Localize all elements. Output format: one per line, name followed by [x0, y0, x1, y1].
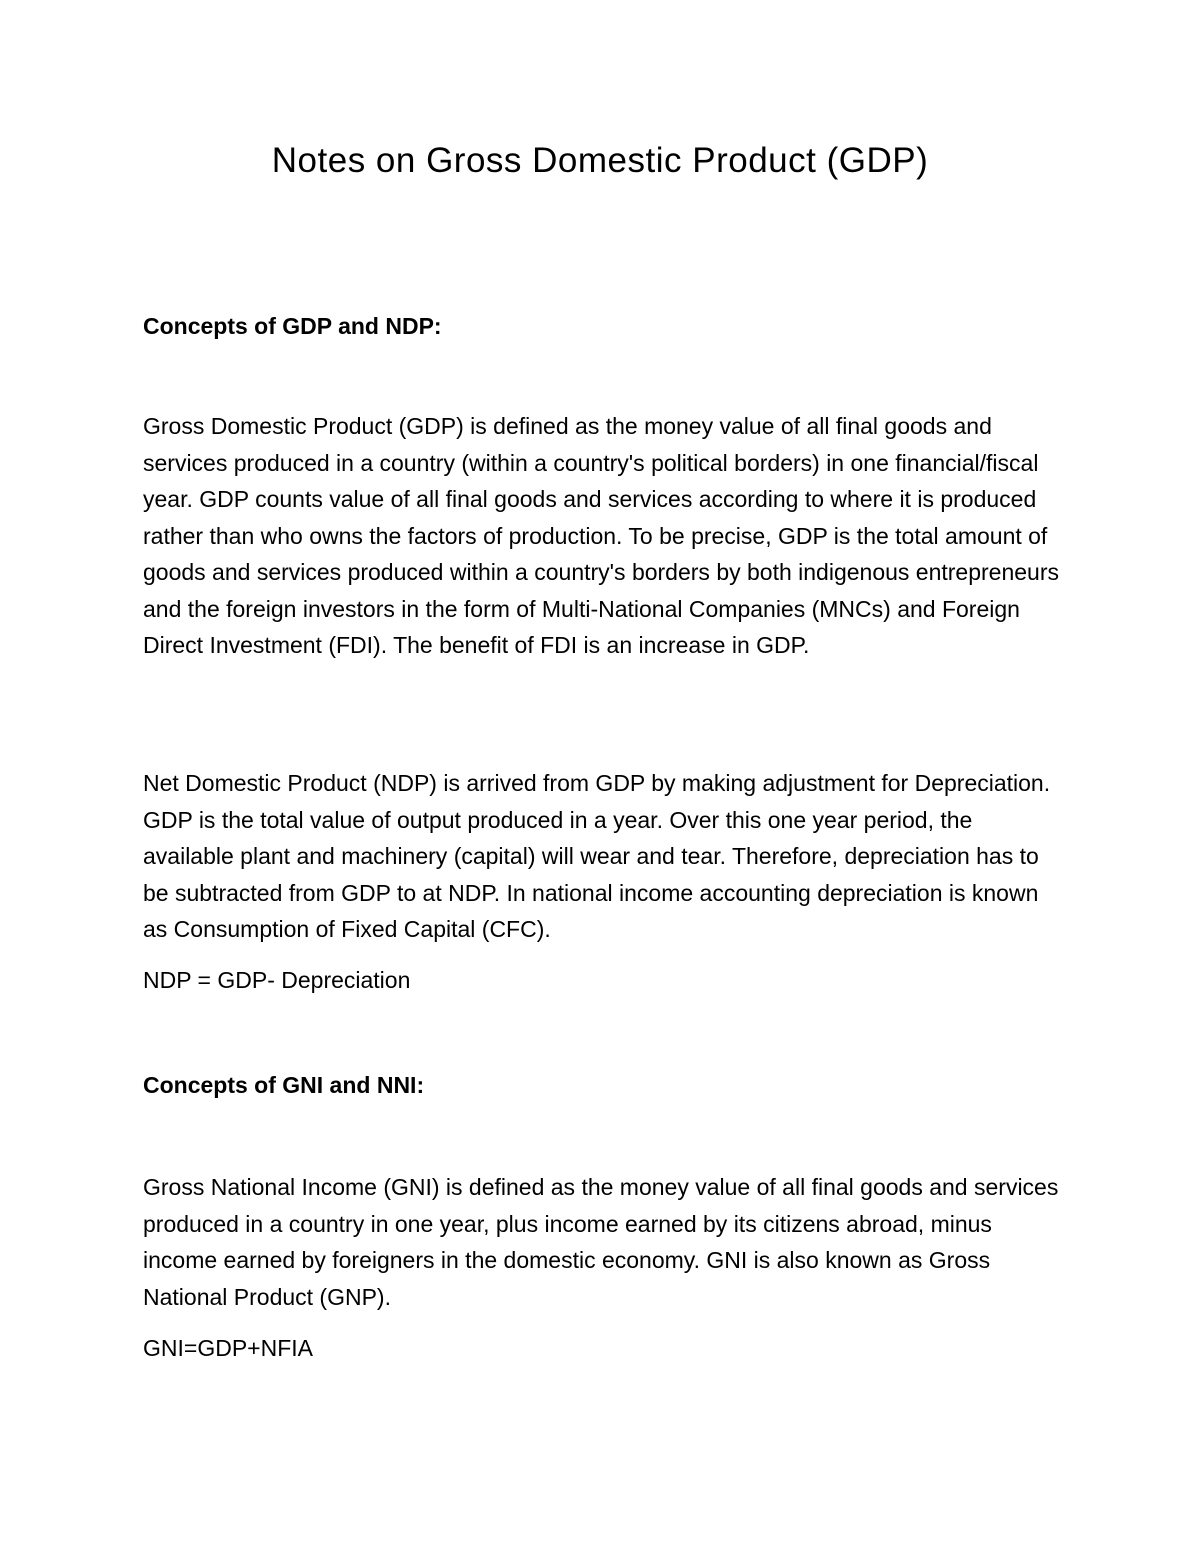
- document-title: Notes on Gross Domestic Product (GDP): [271, 141, 929, 180]
- section-heading-gdp-ndp: Concepts of GDP and NDP:: [143, 313, 442, 339]
- paragraph-gni-definition: Gross National Income (GNI) is defined as the money value of all final goods and services produced in a country in one year, plus income earned by its citizens abroad, minus income earned by foreigners in the domestic economy. GNI is also known as Gross National Product (GNP).: [143, 1174, 1059, 1310]
- section-heading-gni-nni: Concepts of GNI and NNI:: [143, 1072, 425, 1098]
- formula-gni: GNI=GDP+NFIA: [143, 1335, 313, 1361]
- paragraph-ndp-definition: Net Domestic Product (NDP) is arrived from GDP by making adjustment for Depreciation. GDP is the total value of output produced in a year. Over this one year period, the available plant and machinery (capital) will wear and tear. Therefore, depreciation has to be subtracted from GDP to at NDP. In national income accounting depreciation is known as Consumption of Fixed Capital (CFC).: [143, 770, 1051, 942]
- formula-ndp: NDP = GDP- Depreciation: [143, 967, 411, 993]
- paragraph-gdp-definition: Gross Domestic Product (GDP) is defined as the money value of all final goods and services produced in a country (within a country's political borders) in one financial/fiscal year. GDP counts value of all final goods and services according to where it is produced rather than who owns the factors of production. To be precise, GDP is the total amount of goods and services produced within a country's borders by both indigenous entrepreneurs and the foreign investors in the form of Multi-National Companies (MNCs) and Foreign Direct Investment (FDI). The benefit of FDI is an increase in GDP.: [143, 413, 1060, 658]
